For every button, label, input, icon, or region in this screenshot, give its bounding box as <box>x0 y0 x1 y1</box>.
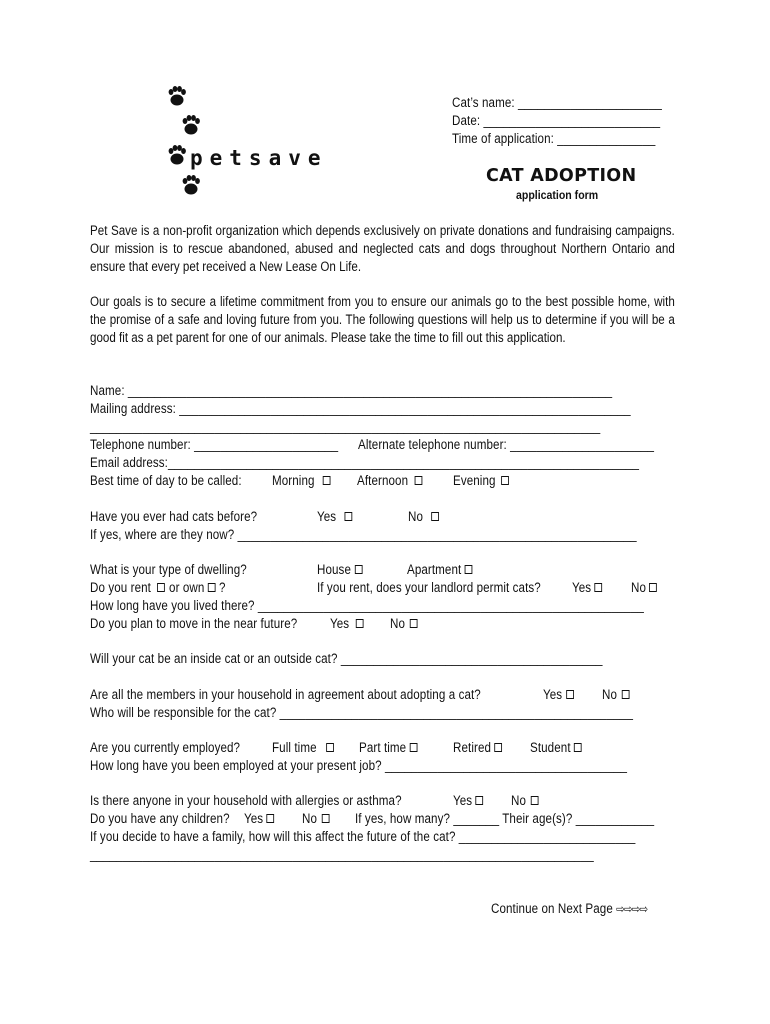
continue-label: Continue on Next Page <box>491 901 613 916</box>
children-no[interactable] <box>302 810 330 828</box>
employment-part-time[interactable] <box>359 739 417 757</box>
employed-how-long-field[interactable]: How long have you been employed at your present job? _____________________________________ <box>90 758 628 773</box>
move-no-checkbox[interactable] <box>410 619 418 628</box>
employed-question: Are you currently employed? <box>90 740 241 755</box>
option-label: No <box>302 811 318 826</box>
employment-retired[interactable] <box>453 739 502 757</box>
question-mark: ? <box>219 580 226 595</box>
children-no-checkbox[interactable] <box>322 814 330 823</box>
employment-full-time[interactable] <box>272 739 334 757</box>
move-yes-checkbox[interactable] <box>356 619 364 628</box>
retired-checkbox[interactable] <box>494 743 502 752</box>
employment-student[interactable] <box>530 739 582 757</box>
house-checkbox[interactable] <box>354 565 362 574</box>
dwelling-house[interactable] <box>317 561 362 579</box>
student-checkbox[interactable] <box>574 743 582 752</box>
best-time-label: Best time of day to be called: <box>90 473 242 488</box>
rent-checkbox[interactable] <box>157 583 165 592</box>
petsave-logo <box>160 80 360 205</box>
landlord-no[interactable] <box>631 579 657 597</box>
household-agree-no[interactable] <box>602 686 630 704</box>
date-field[interactable]: Date: ___________________________ <box>452 113 661 128</box>
own-label: or own <box>169 580 205 595</box>
had-cats-question: Have you ever had cats before? <box>90 509 258 524</box>
option-label: Apartment <box>407 562 462 577</box>
family-future-line-2[interactable]: _____________________________________________________________________________ <box>90 847 594 862</box>
option-label: Retired <box>453 740 492 755</box>
household-agree-question: Are all the members in your household in agreement about adopting a cat? <box>90 687 481 702</box>
landlord-question: If you rent, does your landlord permit cats? <box>317 580 541 595</box>
option-afternoon[interactable] <box>357 472 423 490</box>
option-label: Yes <box>330 616 350 631</box>
move-yes[interactable] <box>330 615 364 633</box>
responsible-field[interactable]: Who will be responsible for the cat? ______________________________________________________ <box>90 705 634 720</box>
mailing-address-field[interactable]: Mailing address: _____________________________________________________________________ <box>90 401 631 416</box>
allergies-no-checkbox[interactable] <box>531 796 539 805</box>
option-label: Evening <box>453 473 496 488</box>
form-title: CAT ADOPTION <box>486 166 637 186</box>
option-label: Yes <box>244 811 264 826</box>
telephone-field[interactable]: Telephone number: ______________________ <box>90 437 339 452</box>
family-future-field[interactable]: If you decide to have a family, how will this affect the future of the cat? ___________________________ <box>90 829 636 844</box>
cats-name-field[interactable]: Cat’s name: ______________________ <box>452 95 662 110</box>
paw-print-icon <box>183 175 200 195</box>
option-label: No <box>602 687 618 702</box>
move-question: Do you plan to move in the near future? <box>90 616 298 631</box>
household-agree-yes[interactable] <box>543 686 574 704</box>
option-label: Yes <box>453 793 473 808</box>
option-label: No <box>631 580 647 595</box>
option-label: Afternoon <box>357 473 409 488</box>
morning-checkbox[interactable] <box>323 476 331 485</box>
paw-print-icon <box>183 115 200 135</box>
had-cats-yes-checkbox[interactable] <box>345 512 353 521</box>
part-time-checkbox[interactable] <box>410 743 418 752</box>
afternoon-checkbox[interactable] <box>415 476 423 485</box>
landlord-yes-checkbox[interactable] <box>595 583 603 592</box>
allergies-question: Is there anyone in your household with allergies or asthma? <box>90 793 402 808</box>
children-yes-checkbox[interactable] <box>267 814 275 823</box>
option-label: Yes <box>572 580 592 595</box>
full-time-checkbox[interactable] <box>326 743 334 752</box>
children-count-ages-field[interactable]: If yes, how many? _______ Their age(s)? ____________ <box>355 811 655 826</box>
arrow-right-icon: ⇨⇨⇨⇨ <box>616 902 648 916</box>
household-agree-yes-checkbox[interactable] <box>567 690 575 699</box>
move-no[interactable] <box>390 615 418 633</box>
alternate-telephone-field[interactable]: Alternate telephone number: ______________________ <box>358 437 655 452</box>
rent-label: Do you rent <box>90 580 151 595</box>
email-field[interactable]: Email address:________________________________________________________________________ <box>90 455 640 470</box>
option-label: Part time <box>359 740 407 755</box>
continue-next-page <box>491 900 647 918</box>
option-label: Student <box>530 740 571 755</box>
brand-name: petsave <box>190 146 328 170</box>
inside-outside-field[interactable]: Will your cat be an inside cat or an outside cat? ________________________________________ <box>90 651 603 666</box>
cats-where-now-field[interactable]: If yes, where are they now? _____________________________________________________________ <box>90 527 637 542</box>
had-cats-no[interactable] <box>408 508 439 526</box>
lived-there-field[interactable]: How long have you lived there? ___________________________________________________________ <box>90 598 644 613</box>
option-label: Yes <box>317 509 337 524</box>
household-agree-no-checkbox[interactable] <box>622 690 630 699</box>
option-label: No <box>390 616 406 631</box>
option-label: No <box>511 793 527 808</box>
time-of-application-field[interactable]: Time of application: _______________ <box>452 131 656 146</box>
option-morning[interactable] <box>272 472 331 490</box>
option-evening[interactable] <box>453 472 508 490</box>
option-label: House <box>317 562 351 577</box>
option-label: Morning <box>272 473 315 488</box>
name-field[interactable]: Name: __________________________________________________________________________ <box>90 383 613 398</box>
landlord-no-checkbox[interactable] <box>649 583 657 592</box>
dwelling-apartment[interactable] <box>407 561 473 579</box>
option-label: Full time <box>272 740 317 755</box>
had-cats-no-checkbox[interactable] <box>432 512 440 521</box>
paw-print-icon <box>169 145 186 165</box>
option-label: No <box>408 509 424 524</box>
landlord-yes[interactable] <box>572 579 602 597</box>
children-yes[interactable] <box>244 810 274 828</box>
option-label: Yes <box>543 687 563 702</box>
rent-or-own-question <box>90 579 226 597</box>
own-checkbox[interactable] <box>208 583 216 592</box>
dwelling-question: What is your type of dwelling? <box>90 562 247 577</box>
mailing-address-line-2[interactable]: ______________________________________________________________________________ <box>90 419 601 434</box>
evening-checkbox[interactable] <box>501 476 509 485</box>
intro-paragraph-2: Our goals is to secure a lifetime commitment from you to ensure our animals go to the best possible home, with the promise of a safe and loving future from you. The following questions will help us to determine if you will be a good fit as a pet parent for one of our animals. Please take the time to fill out this application. <box>90 294 675 345</box>
children-question: Do you have any children? <box>90 811 230 826</box>
allergies-yes[interactable] <box>453 792 483 810</box>
had-cats-yes[interactable] <box>317 508 353 526</box>
intro-paragraph-1: Pet Save is a non-profit organization which depends exclusively on private donations and fundraising campaigns. Our mission is to rescue abandoned, abused and neglected cats and dogs throughout Northern Ontario and ensure that every pet received a New Lease On Life. <box>90 223 675 274</box>
allergies-no[interactable] <box>511 792 539 810</box>
form-subtitle: application form <box>516 188 599 202</box>
apartment-checkbox[interactable] <box>465 565 473 574</box>
allergies-yes-checkbox[interactable] <box>476 796 484 805</box>
paw-print-icon <box>169 86 186 106</box>
